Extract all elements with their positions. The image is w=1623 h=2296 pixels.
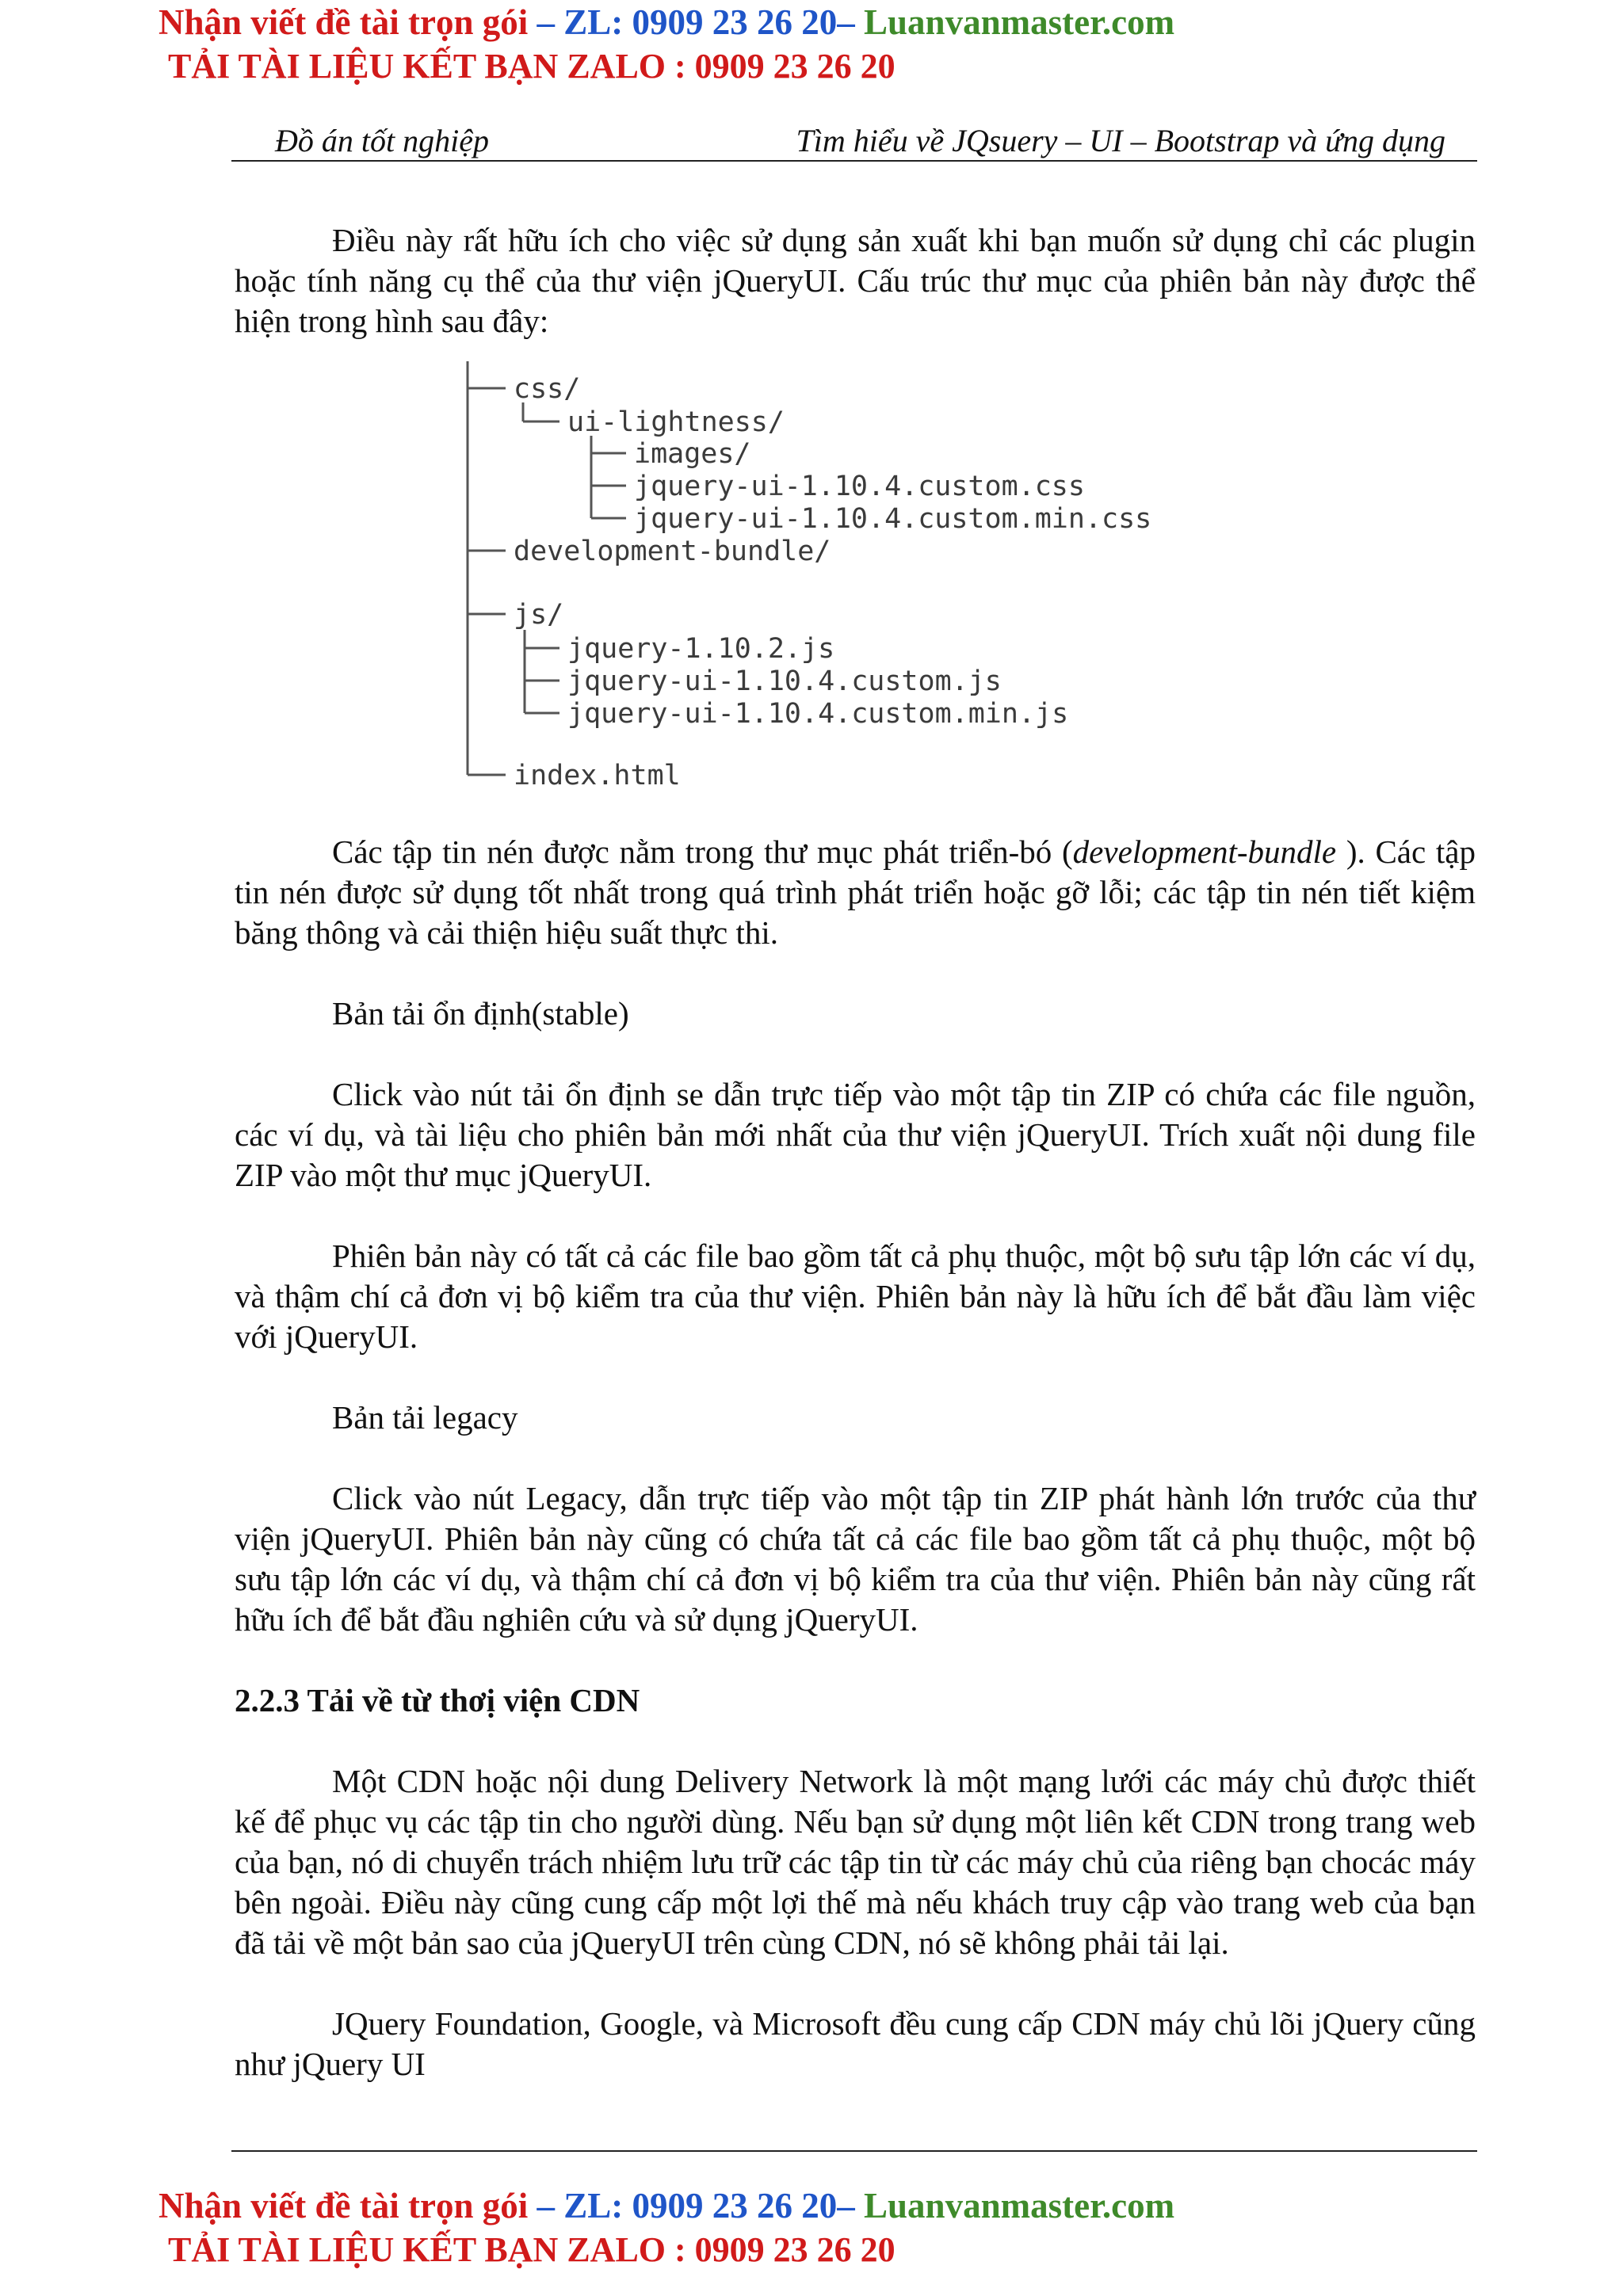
tree-item-jquery-js: jquery-1.10.2.js — [567, 633, 835, 665]
header-left-title: Đồ án tốt nghiệp — [275, 123, 489, 158]
stable-paragraph-2: Phiên bản này có tất cả các file bao gồm tất cả phụ thuộc, một bộ sưu tập lớn các ví dụ, và thậm chí cả đơn vị bộ kiểm tra của thư viện. Phiên bản này là hữu ích để bắt đầu làm việc với jQueryUI. — [235, 1238, 1476, 1355]
tree-item-css: css/ — [514, 373, 581, 405]
tree-item-index: index.html — [514, 760, 681, 791]
tree-item-images: images/ — [634, 438, 751, 470]
tree-item-custom-js: jquery-ui-1.10.4.custom.js — [567, 666, 1002, 697]
legacy-heading: Bản tải legacy — [332, 1399, 518, 1436]
stable-paragraph-1: Click vào nút tải ổn định se dẫn trực tiếp vào một tập tin ZIP có chứa các file nguồn, các ví dụ, và tài liệu cho phiên bản mới nhất của thư viện jQueryUI. Trích xuất nội dung file ZIP vào một thư mục jQueryUI. — [235, 1076, 1476, 1193]
tree-item-js: js/ — [514, 599, 564, 631]
bottom-banner-line-2: TẢI TÀI LIỆU KẾT BẠN ZALO : 0909 23 26 20 — [168, 2230, 896, 2269]
footer-divider — [231, 2150, 1477, 2152]
tree-item-custom-min-css: jquery-ui-1.10.4.custom.min.css — [634, 503, 1152, 535]
banner-zalo-number: ZL: 0909 23 26 20 — [563, 2, 838, 42]
intro-paragraph: Điều này rất hữu ích cho việc sử dụng sản xuất khi bạn muốn sử dụng chỉ các plugin hoặc tính năng cụ thể của thư viện jQueryUI. Cấu trúc thư mục của phiên bản này được thể hiện trong hình sau đây: — [235, 222, 1476, 339]
main-text — [235, 832, 1476, 2084]
banner-zalo-number: ZL: 0909 23 26 20 — [563, 2186, 838, 2225]
tree-item-development-bundle: development-bundle/ — [514, 536, 831, 567]
legacy-paragraph: Click vào nút Legacy, dẫn trực tiếp vào một tập tin ZIP phát hành lớn trước của thư viện jQueryUI. Phiên bản này cũng có chứa tất cả các file bao gồm tất cả phụ thuộc, một bộ sưu tập lớn các ví dụ, và thậm chí cả đơn vị bộ kiểm tra của thư viện. Phiên bản này cũng rất hữu ích để bắt đầu nghiên cứu và sử dụng jQueryUI. — [235, 1480, 1476, 1638]
cdn-paragraph-2: JQuery Foundation, Google, và Microsoft đều cung cấp CDN máy chủ lõi jQuery cũng như jQuery UI — [235, 2005, 1476, 2082]
tree-item-custom-css: jquery-ui-1.10.4.custom.css — [634, 471, 1085, 502]
tree-item-ui-lightness: ui-lightness/ — [567, 406, 785, 438]
tree-item-custom-min-js: jquery-ui-1.10.4.custom.min.js — [567, 698, 1069, 730]
header-right-title: Tìm hiểu về JQsuery – UI – Bootstrap và ứng dụng — [796, 123, 1445, 158]
page-header — [231, 120, 1477, 162]
section-heading-cdn: 2.2.3 Tải về từ thơị viện CDN — [235, 1682, 640, 1718]
banner-website[interactable]: Luanvanmaster.com — [864, 2, 1175, 42]
banner-website[interactable]: Luanvanmaster.com — [864, 2186, 1175, 2225]
banner-service-text: Nhận viết đề tài trọn gói — [158, 2, 529, 42]
bottom-banner-line-1: Nhận viết đề tài trọn gói – ZL: 0909 23 26 20– Luanvanmaster.com — [158, 2186, 1175, 2225]
intro-section — [235, 220, 1476, 341]
cdn-paragraph-1: Một CDN hoặc nội dung Delivery Network là một mạng lưới các máy chủ được thiết kế để phục vụ các tập tin cho người dùng. Nếu bạn sử dụng một liên kết CDN trong trang web của bạn, nó di chuyển trách nhiệm lưu trữ các tập tin từ các máy chủ của riêng bạn chocác máy bên ngoài. Điều này cũng cung cấp một lợi thế mà nếu khách truy cập vào trang web của bạn đã tải về một bản sao của jQueryUI trên cùng CDN, nó sẽ không phải tải lại. — [235, 1763, 1476, 1961]
banner-service-text: Nhận viết đề tài trọn gói — [158, 2186, 529, 2225]
top-banner-line-2: TẢI TÀI LIỆU KẾT BẠN ZALO : 0909 23 26 20 — [168, 47, 896, 86]
stable-heading: Bản tải ổn định(stable) — [332, 995, 629, 1032]
compressed-files-paragraph: Các tập tin nén được nằm trong thư mục phát triển-bó (development-bundle ). Các tập tin nén được sử dụng tốt nhất trong quá trình phát triển hoặc gỡ lỗi; các tập tin nén tiết kiệm băng thông và cải thiện hiệu suất thực thi. — [235, 833, 1476, 951]
folder-structure-figure — [456, 357, 1201, 800]
top-banner-line-1: Nhận viết đề tài trọn gói – ZL: 0909 23 26 20– Luanvanmaster.com — [158, 2, 1175, 42]
